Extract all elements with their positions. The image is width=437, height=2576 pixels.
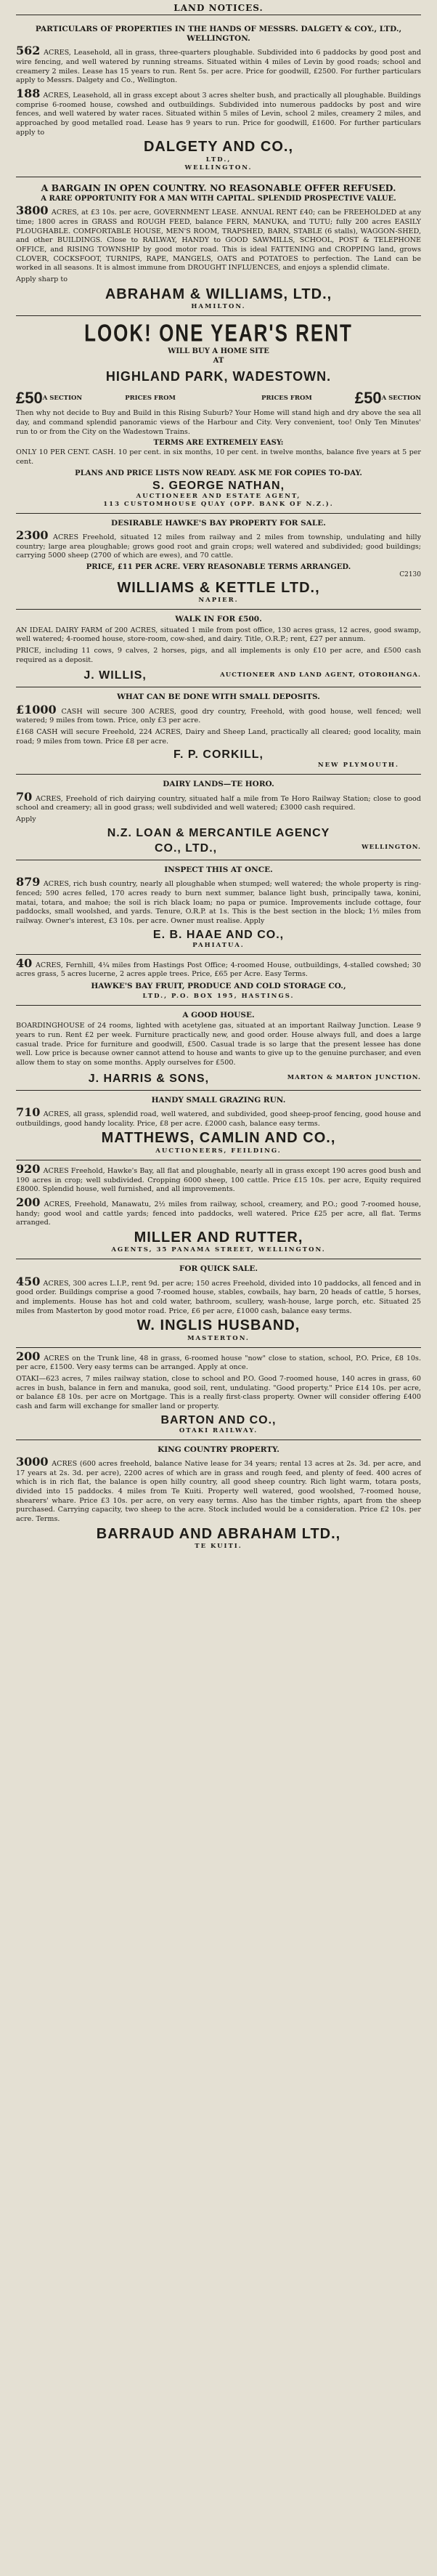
ad-paragraph [16,205,421,273]
lead-figure: 40 [16,956,33,970]
ad-paragraph [16,876,421,926]
ad-heading: KING COUNTRY PROPERTY. [158,1445,279,1454]
firm-address: AGENTS, 35 PANAMA STREET, WELLINGTON. [111,1246,326,1254]
ad-text: ACRES, Leasehold, all in grass, three-quarters ploughable. Subdivided into 6 paddocks by good post and wire fencing, and well watered by running streams. Situated within 4 miles of Levin by good roads; school and creamery 2 miles. Lease has 15 years to run. Rent 5s. per acre. Price for goodwill, £2500. For further particulars apply to Messrs. Dalgety and Co., Wellington. [16,49,421,85]
ad-paragraph [16,45,421,86]
firm-row [16,840,421,855]
ad-corkill [16,687,421,775]
ad-paragraph [16,1276,421,1317]
lead-figure: 200 [16,1195,41,1209]
firm-name: W. INGLIS HUSBAND, [136,1317,301,1334]
ad-text: ACRES, all grass, splendid road, well watered, and subdivided, good sheep-proof fencing, good house and outbuildings, good handy locality. Price, £8 per acre. £2000 cash, balance easy terms. [16,1110,421,1128]
ad-text: ACRES, 300 acres L.I.P., rent 9d. per acre; 150 acres Freehold, divided into 10 paddocks, all fenced and in good order. Buildings comprise a good 7-roomed house, stables, cowbails, hay barn, 20 heads of cattle, 5 horses, and implements. House has hot and cold water, bathroom, scullery, wash-house, large porch, etc. Situated 25 miles from Masterton by good motor road. Price, £6 per acre, £1000 cash, balance easy terms. [16,1279,421,1315]
ad-paragraph: £168 CASH will secure Freehold, 224 ACRES, Dairy and Sheep Land, practically all cleared; good locality, main road; 9 miles from town. Price £8 per acre. [16,727,421,746]
ad-paragraph [16,1351,421,1373]
ad-willis [16,610,421,687]
ad-heading: INSPECT THIS AT ONCE. [164,865,273,875]
ad-matthews-camlin [16,1091,421,1160]
price-row [16,389,421,408]
ad-text: ACRES, Freehold, Manawatu, 2½ miles from railway, school, creamery, and P.O.; good 7-roomed house, handy; good wool and cattle yards; fenced into paddocks, well watered. Price £25 per acre, all flat. Terms arranged. [16,1200,421,1227]
firm-name: E. B. HAAE AND CO., [152,928,285,941]
ad-heading: PARTICULARS OF PROPERTIES IN THE HANDS OF MESSRS. DALGETY & COY., LTD., WELLINGTON. [35,25,402,44]
firm-name: J. HARRIS & SONS, [88,1072,210,1085]
firm-address: LTD., P.O. BOX 195, HASTINGS. [142,993,295,1001]
ad-nz-loan [16,775,421,860]
lead-figure: 200 [16,1349,41,1363]
masthead: LAND NOTICES. [16,3,421,15]
land-notices-page [10,0,427,1555]
lead-figure: 710 [16,1105,41,1120]
ad-heading: A GOOD HOUSE. [182,1011,255,1020]
firm-name: WILLIAMS & KETTLE LTD., [117,579,320,596]
ad-paragraph: BOARDINGHOUSE of 24 rooms, lighted with acetylene gas, situated at an important Railway Junction. Lease 9 years to run. Rent £2 per week. Furniture practically new, and good order. House always full, and does a large casual trade. Price for furniture and goodwill, £500. Casual trade is so large that the present lessee has done well. Low price is because owner cannot attend to house and wants to give up to the genuine purchaser, and even allow them to stay on some months. Apply ourselves for £500. [16,1022,421,1067]
firm-address: 113 CUSTOMHOUSE QUAY (OPP. BANK OF N.Z.). [103,500,334,508]
ad-apply: Apply sharp to [16,275,68,283]
ad-miller-rutter [16,1160,421,1260]
lead-figure: 70 [16,789,33,804]
ad-heading: WHAT CAN BE DONE WITH SMALL DEPOSITS. [117,693,320,702]
price-amount: £50 [354,389,382,408]
ad-price: PRICE, £11 PER ACRE. VERY REASONABLE TERMS ARRANGED. [86,562,351,571]
ad-paragraph [16,958,421,980]
lead-figure: 562 [16,44,41,58]
ad-paragraph [16,1197,421,1228]
firm-name: DALGETY AND CO., [143,139,293,156]
firm-place: TE KUITI. [195,1543,242,1551]
ad-text: CASH will secure 300 ACRES, good dry country, Freehold, with good house, well fenced; well watered; 9 miles from town. Price, only £3 per acre. [16,707,421,725]
ad-ref: C2130 [399,570,421,578]
ad-inglis-husband [16,1259,421,1347]
firm-name: J. WILLIS, [83,669,147,682]
price-from: PRICES FROM [261,395,312,403]
firm-name: F. P. CORKILL, [173,748,264,762]
ad-haae [16,860,421,955]
ad-text: ACRES, Fernhill, 4¼ miles from Hastings Post Office; 4-roomed House, outbuildings, 4-stalled cowshed; 30 acres grass, 5 acres lucerne, 2 acres apple trees. Price, £65 per Acre. Easy Terms. [16,961,421,979]
ad-apply: Apply [16,815,36,823]
ad-heading: A BARGAIN IN OPEN COUNTRY. NO REASONABLE OFFER REFUSED. [41,182,396,193]
firm-name: ABRAHAM & WILLIAMS, LTD., [105,286,332,302]
ad-text: ACRES, Freehold of rich dairying country, situated half a mile from Te Horo Railway Station; close to good school and creamery; all in good grass; well subdivided and well watered; £3000 cash required. [16,794,421,812]
firm-place: AUCTIONEERS, FEILDING. [155,1147,282,1155]
ad-heading: DAIRY LANDS—TE HORO. [163,780,274,789]
ad-dalgety [16,20,421,177]
lead-figure: 879 [16,875,41,889]
lead-figure: 450 [16,1274,41,1288]
ad-hawkes-bay-cold-storage [16,955,421,1006]
lead-figure: 920 [16,1161,41,1176]
lead-figure: 3000 [16,1455,49,1469]
firm-name: BARRAUD AND ABRAHAM LTD., [96,1525,341,1542]
ad-text: ACRES Freehold, Hawke's Bay, all flat and ploughable, nearly all in grass except 190 acres good bush and 190 acres in crop; well subdivided. Cropping 6000 sheep, 100 cattle. Price £15 10s. per acre, Equity required £8000. Splendid house, well furnished, and all improvements. [16,1166,421,1194]
ad-terms: TERMS ARE EXTREMELY EASY: [153,439,284,448]
ad-paragraph [16,1163,421,1195]
firm-place: AUCTIONEER AND LAND AGENT, OTOROHANGA. [220,671,421,679]
price-section: A SECTION [42,395,83,403]
ad-paragraph [16,1107,421,1128]
ad-text: ACRES, rich bush country, nearly all ploughable when stumped; well watered; the whole property is ring-fenced; 590 acres felled, 170 acres ready to burn next summer, balance light bush, principally tawa, konini, matai, totara, and mahoe; the soil is rich black loam; no papa or pumice. Improvements include cottage, four paddocks, small woolshed, and yards. Tenure, O.R.P. at 1s. This is the best section in the block; 1½ miles from railway. Owner's interest, £3 10s. per acre. Owner must realise. Apply [16,880,421,925]
ad-subheading: A RARE OPPORTUNITY FOR A MAN WITH CAPITAL. SPLENDID PROSPECTIVE VALUE. [41,195,396,203]
ad-nathan [16,316,421,514]
firm-row [16,667,421,682]
firm-place: OTAKI RAILWAY. [179,1427,258,1434]
firm-name: MATTHEWS, CAMLIN AND CO., [101,1130,336,1147]
ad-paragraph [16,530,421,561]
ad-heading: WALK IN FOR £500. [175,615,262,624]
ad-barraud-abraham [16,1440,421,1555]
ad-text: ACRES, Leasehold, all in grass except about 3 acres shelter bush, and practically all ploughable. Buildings comprise 6-roomed house, cowshed and outbuildings. Subdivided into numerous paddocks by post and wire fences, and well watered by water races. Situated within 5 miles of Levin, school 2 miles, creamery 2 miles, and approached by good metalled road. Lease has 9 years to run. Price for goodwill, £1600. For further particulars apply to [16,91,421,137]
firm-suffix: CO., LTD., [154,841,218,855]
firm-place: WELLINGTON. [362,844,421,852]
firm-name: BARTON AND CO., [160,1413,277,1426]
ad-big-title: LOOK! ONE YEAR'S RENT [84,318,353,347]
firm-name: MILLER AND RUTTER, [134,1229,303,1245]
ad-paragraph [16,88,421,137]
ad-paragraph [16,1456,421,1525]
ad-line: WILL BUY A HOME SITE [168,347,269,356]
ad-barton [16,1348,421,1440]
firm-name: N.Z. LOAN & MERCANTILE AGENCY [107,826,330,839]
ad-cash-terms: ONLY 10 PER CENT. CASH. 10 per cent. in six months, 10 per cent. in twelve months, balance five years at 5 per cent. [16,448,421,466]
ad-paragraph: PRICE, including 11 cows, 9 calves, 2 horses, pigs, and all implements is only £10 per acre, and £500 cash required as a deposit. [16,646,421,664]
lead-figure: £1000 [16,702,57,716]
firm-place: WELLINGTON. [184,163,253,171]
ad-text: ACRES Freehold, situated 12 miles from railway and 2 miles from township, undulating and hilly country; large area ploughable; grows good root and grain crops; well watered and subdivided; good buildings; carrying 5000 sheep (2700 of which are ewes), and 70 cattle. [16,533,421,560]
ad-paragraph [16,704,421,726]
lead-figure: 3800 [16,203,49,218]
ad-paragraph: Then why not decide to Buy and Build in this Rising Suburb? Your Home will stand high and dry above the sea all day, and command splendid panoramic views of the Harbour and City. Very convenient, too! Only Ten Minutes' run to or from the City on the Wadestown Trains. [16,409,421,436]
firm-name: S. GEORGE NATHAN, [152,479,285,492]
firm-name: HAWKE'S BAY FRUIT, PRODUCE AND COLD STORAGE CO., [91,982,346,991]
firm-place: HAMILTON. [191,303,246,311]
price-section: A SECTION [381,395,421,403]
lead-figure: 2300 [16,528,49,542]
firm-place: PAHIATUA. [192,941,245,949]
ad-paragraph [16,791,421,813]
ad-abraham-williams [16,177,421,316]
ad-line: AT [213,357,224,366]
firm-place: MASTERTON. [187,1334,250,1342]
firm-row [16,1070,421,1086]
ad-heading: DESIRABLE HAWKE'S BAY PROPERTY FOR SALE. [111,518,326,528]
lead-figure: 188 [16,86,41,100]
ad-text: ACRES (600 acres freehold, balance Native lease for 34 years; rental 13 acres at 2s. 3d. per acre, and 17 years at 2s. 3d. per acre), 2200 acres of which are in grass and rough feed, and plenty of feed. 400 acres of which is in rich flat, the balance is open hilly country, all good sheep country. Rich light warm, totara posts, divided into 15 paddocks. 4 miles from Te Kuiti. Property well watered, good woolshed, 7-roomed house, shearers' whare. Price £3 10s. per acre, on very easy terms. Also has the timber rights, apart from the sheep purchased. Carrying capacity, two sheep to the acre. Stock included would be a consideration. Price £2 10s. per acre. Terms. [16,1460,421,1524]
firm-place: NAPIER. [198,597,239,605]
firm-place: NEW PLYMOUTH. [317,762,399,770]
ad-paragraph: AN IDEAL DAIRY FARM of 200 ACRES, situated 1 mile from post office, 130 acres grass, 12 acres, good swamp, well watered; 4-roomed house, store-room, cow-shed, and dairy. Title, O.R.P.; rent, £27 per annum. [16,626,421,644]
ad-text: ACRES, at £3 10s. per acre, GOVERNMENT LEASE. ANNUAL RENT £40; can be FREEHOLDED at any time; 1800 acres in GRASS and ROUGH FEED, balance FERN, MANUKA, and TUTU; fully 200 acres EASILY PLOUGHABLE. COMFORTABLE HOUSE, MEN'S ROOM, TRAPSHED, BARN, STABLE (6 stalls), WAGGON-SHED, and other BUILDINGS. Close to RAILWAY, HANDY to GOOD SAWMILLS, SCHOOL, POST & TELEPHONE OFFICE, and RISING TOWNSHIP by good motor road. This is ideal FATTENING and CROPPING land, grows CLOVER, COCKSFOOT, TURNIPS, RAPE, MANGELS, OATS and POTATOES to perfection. The Land can be worked in all seasons. It is almost immune from DROUGHT INFLUENCES, and enjoys a splendid climate. [16,209,421,272]
ad-heading: HANDY SMALL GRAZING RUN. [151,1095,286,1105]
ad-text: ACRES on the Trunk line, 48 in grass, 6-roomed house "now" close to station, school, P.O. Price, £8 10s. per acre, £1500. Very easy terms can be arranged. Apply at once. [16,1354,421,1372]
ad-harris [16,1006,421,1091]
ad-williams-kettle [16,514,421,610]
ad-location-title: HIGHLAND PARK, WADESTOWN. [105,369,332,384]
ad-plans: PLANS AND PRICE LISTS NOW READY. ASK ME FOR COPIES TO-DAY. [75,469,362,477]
ad-paragraph: OTAKI—623 acres, 7 miles railway station, close to school and P.O. Good 7-roomed house, 140 acres in grass, 60 acres in bush, balance in fern and manuka, good soil, rent, undulating. "Good property." Price £14 10s. per acre, or balance £8 10s. per acre on Mortgage. This is a really first-class property. Owner will consider offering £400 cash and farm will exchange for smaller land or property. [16,1375,421,1411]
firm-suffix: LTD., [205,156,232,163]
ad-heading: FOR QUICK SALE. [179,1264,258,1274]
firm-title: AUCTIONEER AND ESTATE AGENT, [136,492,301,500]
price-from: PRICES FROM [125,395,176,403]
price-amount: £50 [16,389,43,408]
firm-place: MARTON & MARTON JUNCTION. [287,1074,421,1082]
